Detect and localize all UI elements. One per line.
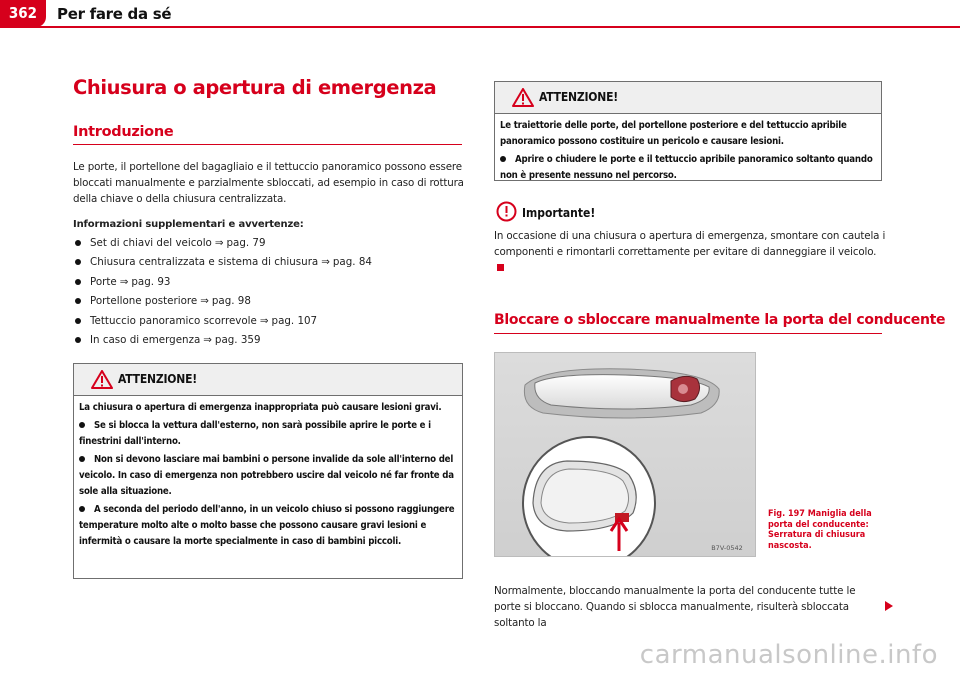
page-link[interactable]: pag. 98 <box>211 295 251 308</box>
reference-list <box>73 236 463 352</box>
end-mark-icon <box>497 264 504 271</box>
list-item: Chiusura centralizzata e sistema di chiusura ⇒ pag. 84 <box>73 255 463 274</box>
chapter-title: Per fare da sé <box>57 5 172 23</box>
page-link[interactable]: pag. 93 <box>131 275 171 288</box>
subsection-title: Bloccare o sbloccare manualmente la porta del conducente <box>494 312 946 328</box>
bullet-icon <box>79 422 85 428</box>
section-title: Chiusura o apertura di emergenza <box>73 76 437 99</box>
warning-header <box>495 82 881 114</box>
page-link[interactable]: pag. 84 <box>332 256 372 269</box>
info-title: Informazioni supplementari e avvertenze: <box>73 219 304 230</box>
watermark: carmanualsonline.info <box>639 640 938 670</box>
exclamation-circle-icon <box>496 201 517 222</box>
warning-item: A seconda del periodo dell'anno, in un veicolo chiuso si possono raggiungere temperature molto alte o molto basse che possono causare gravi lesioni e infermità o causare la morte specialmente in caso di bambini piccoli. <box>79 504 455 547</box>
page-link[interactable]: pag. 107 <box>271 314 318 327</box>
page-number: 362 <box>0 0 46 27</box>
arrow-icon: ⇒ <box>200 295 209 308</box>
door-handle-illustration <box>495 353 756 557</box>
continue-arrow-icon[interactable] <box>884 600 894 612</box>
arrow-icon: ⇒ <box>214 237 224 249</box>
list-item: In caso di emergenza ⇒ pag. 359 <box>73 333 463 352</box>
warning-body <box>74 396 462 550</box>
bullet-icon <box>79 456 85 462</box>
list-item: Portellone posteriore ⇒ pag. 98 <box>73 294 463 313</box>
warning-triangle-icon <box>512 88 534 107</box>
warning-box <box>494 81 882 181</box>
important-title: Importante! <box>522 206 596 220</box>
important-text: In occasione di una chiusura o apertura di emergenza, smontare con cautela i componenti e rimontarli correttamente per evitare di danneggiare il veicolo. <box>494 228 886 276</box>
figure-code: B7V-0542 <box>711 544 743 552</box>
intro-title-rule <box>73 144 462 145</box>
arrow-icon: ⇒ <box>203 333 212 346</box>
subsection-text: Normalmente, bloccando manualmente la porta del conducente tutte le porte si bloccano. Quando si sblocca manualmente, risulterà sbloccata soltanto la <box>494 585 856 629</box>
arrow-icon: ⇒ <box>321 256 330 269</box>
intro-title: Introduzione <box>73 124 174 140</box>
warning-triangle-icon <box>91 370 113 389</box>
warning-title: ATTENZIONE! <box>539 90 618 104</box>
warning-item: Se si blocca la vettura dall'esterno, non sarà possibile aprire le porte e i finestrini dall'interno. <box>79 420 431 447</box>
arrow-icon: ⇒ <box>259 314 269 327</box>
warning-body <box>495 114 881 184</box>
warning-title: ATTENZIONE! <box>118 372 197 386</box>
intro-text: Le porte, il portellone del bagagliaio e il tettuccio panoramico possono essere bloccati manualmente e parzialmente sbloccati, ad esempio in caso di rottura della chiave o della chiusura centralizzata. <box>73 161 464 205</box>
list-item: Porte ⇒ pag. 93 <box>73 275 463 294</box>
page-link[interactable]: pag. 79 <box>226 237 266 249</box>
subsection-title-rule <box>494 333 882 334</box>
header-rule <box>0 26 960 28</box>
door-handle-figure <box>494 352 756 557</box>
bullet-icon <box>79 506 85 512</box>
list-item: Tettuccio panoramico scorrevole ⇒ pag. 107 <box>73 314 463 333</box>
list-item: Set di chiavi del veicolo ⇒ pag. 79 <box>73 236 463 255</box>
warning-header <box>74 364 462 396</box>
warning-item: Non si devono lasciare mai bambini o persone invalide da sole all'interno del veicolo. In caso di emergenza non potrebbero uscire dal veicolo né far fronte da sole alla situazione. <box>79 454 454 497</box>
figure-caption: Fig. 197 Maniglia della porta del conducente: Serratura di chiusura nascosta. <box>768 509 872 551</box>
warning-item: Aprire o chiudere le porte e il tettuccio apribile panoramico soltanto quando non è presente nessuno nel percorso. <box>500 154 873 181</box>
bullet-icon <box>500 156 506 162</box>
arrow-icon: ⇒ <box>119 275 129 288</box>
warning-intro: La chiusura o apertura di emergenza inappropriata può causare lesioni gravi. <box>79 402 442 413</box>
page-link[interactable]: pag. 359 <box>214 333 261 346</box>
warning-box <box>73 363 463 579</box>
warning-intro: Le traiettorie delle porte, del portellone posteriore e del tettuccio apribile panoramico possono costituire un pericolo e causare lesioni. <box>500 120 847 147</box>
